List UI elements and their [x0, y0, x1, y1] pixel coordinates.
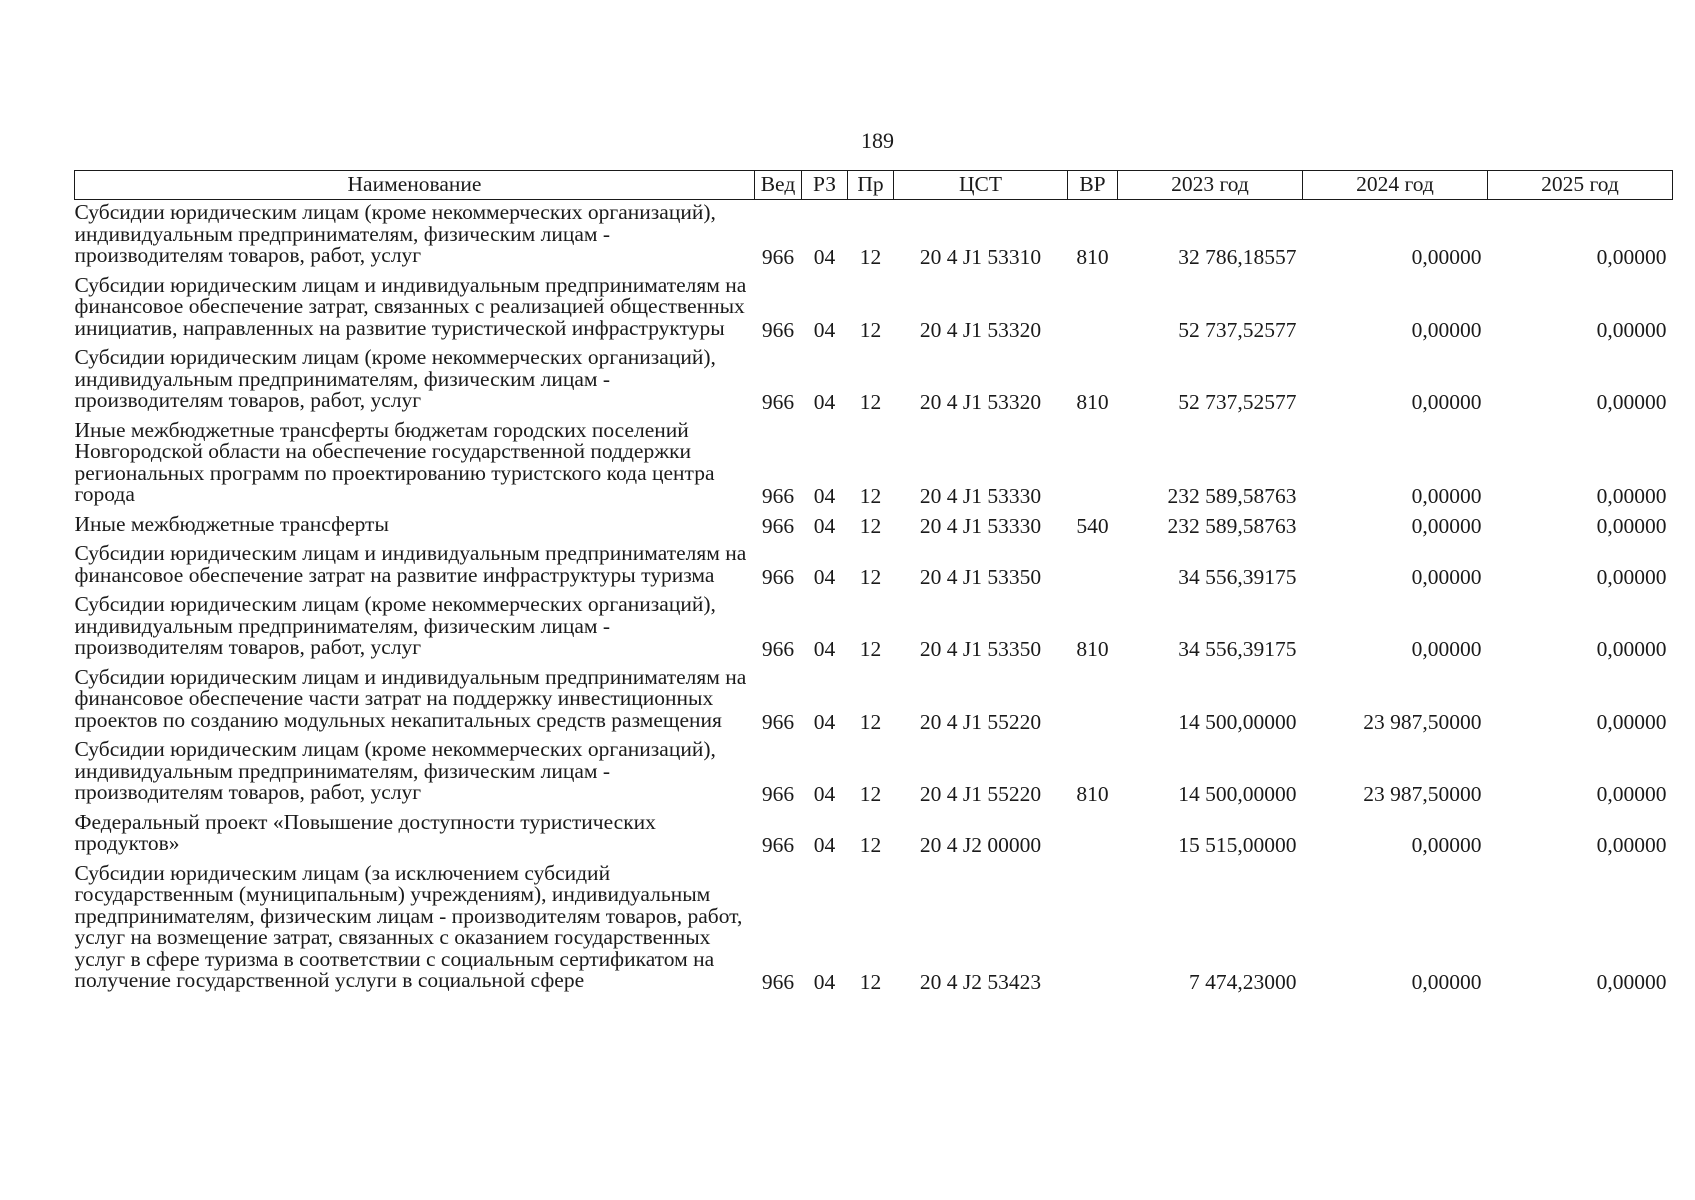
header-2025: 2025 год: [1488, 171, 1673, 200]
cell-vr: 810: [1076, 390, 1109, 414]
cell-2024: 0,00000: [1411, 564, 1482, 589]
header-vr: ВР: [1068, 171, 1118, 200]
cell-cst: 20 4 J1 53350: [919, 564, 1042, 589]
cell-rz: 04: [813, 970, 836, 994]
cell-pr: 12: [859, 637, 882, 661]
cell-vr: [1068, 810, 1118, 861]
cell-2024: 0,00000: [1411, 833, 1482, 857]
cell-rz: 04: [813, 484, 836, 508]
header-2024: 2024 год: [1303, 171, 1488, 200]
cell-2023: 52 737,52577: [1178, 317, 1297, 342]
cell-cst: 20 4 J1 53350: [919, 637, 1042, 661]
cell-cst: 20 4 J1 53310: [919, 245, 1042, 269]
table-row: [75, 861, 1673, 998]
cell-cst: 20 4 J2 53423: [919, 970, 1042, 994]
cell-2023: 32 786,18557: [1178, 245, 1297, 269]
cell-cst: 20 4 J1 53320: [919, 317, 1042, 342]
table-row: [75, 512, 1673, 542]
table-row: [75, 665, 1673, 738]
cell-2024: 23 987,50000: [1363, 782, 1482, 806]
cell-2024: 0,00000: [1411, 970, 1482, 994]
cell-2024: 0,00000: [1411, 484, 1482, 508]
cell-2024: 23 987,50000: [1363, 709, 1482, 734]
cell-pr: 12: [859, 484, 882, 508]
cell-pr: 12: [859, 513, 882, 538]
cell-vr: 810: [1076, 782, 1109, 806]
cell-ved: 966: [761, 513, 795, 538]
cell-ved: 966: [761, 709, 795, 734]
cell-name: Субсидии юридическим лицам и индивидуальным предпринимателям на финансовое обеспечение части затрат на поддержку инвестиционных проектов по созданию модульных некапитальных средств размещения: [74, 664, 747, 732]
cell-2024: 0,00000: [1411, 513, 1482, 538]
cell-name: Иные межбюджетные трансферты бюджетам городских поселений Новгородской области на обеспечение государственной поддержки региональных программ по проектированию туристского кода центра города: [74, 417, 715, 506]
page-number: 189: [861, 128, 894, 153]
cell-ved: 966: [761, 782, 795, 806]
cell-pr: 12: [859, 782, 882, 806]
cell-name: Субсидии юридическим лицам (кроме некоммерческих организаций), индивидуальным предпринимателям, физическим лицам - производителям товаров, работ, услуг: [74, 200, 716, 267]
table-row: [75, 541, 1673, 592]
cell-vr: [1068, 418, 1118, 512]
cell-rz: 04: [813, 390, 836, 414]
table-row: [75, 345, 1673, 418]
cell-2025: 0,00000: [1596, 833, 1667, 857]
cell-cst: 20 4 J1 53320: [919, 390, 1042, 414]
cell-cst: 20 4 J1 53330: [919, 513, 1042, 538]
cell-rz: 04: [813, 833, 836, 857]
cell-rz: 04: [813, 782, 836, 806]
cell-rz: 04: [813, 564, 836, 589]
cell-rz: 04: [813, 637, 836, 661]
cell-cst: 20 4 J1 55220: [919, 709, 1042, 734]
cell-rz: 04: [813, 513, 836, 538]
cell-pr: 12: [859, 390, 882, 414]
cell-pr: 12: [859, 709, 882, 734]
cell-2023: 232 589,58763: [1167, 484, 1297, 508]
cell-vr: 540: [1076, 513, 1109, 538]
cell-name: Субсидии юридическим лицам (кроме некоммерческих организаций), индивидуальным предпринимателям, физическим лицам - производителям товаров, работ, услуг: [74, 592, 716, 659]
cell-rz: 04: [813, 245, 836, 269]
cell-vr: [1068, 273, 1118, 346]
cell-2023: 7 474,23000: [1189, 970, 1297, 994]
cell-2025: 0,00000: [1596, 245, 1667, 269]
cell-2025: 0,00000: [1596, 709, 1667, 734]
header-ved: Вед: [755, 171, 802, 200]
cell-2023: 14 500,00000: [1178, 709, 1297, 734]
cell-ved: 966: [761, 637, 795, 661]
cell-name: Субсидии юридическим лицам (за исключением субсидий государственным (муниципальным) учреждениям), индивидуальным предпринимателям, физическим лицам - производителям товаров, работ, услуг на возмещение затрат, связанных с оказанием государственных услуг в сфере туризма в соответствии с социальным сертификатом на получение государственной услуги в социальной сфере: [74, 860, 743, 992]
cell-rz: 04: [813, 317, 836, 342]
cell-ved: 966: [761, 245, 795, 269]
cell-2024: 0,00000: [1411, 637, 1482, 661]
table-row: [75, 810, 1673, 861]
cell-cst: 20 4 J2 00000: [919, 833, 1042, 857]
cell-name: Субсидии юридическим лицам и индивидуальным предпринимателям на финансовое обеспечение затрат, связанных с реализацией общественных инициатив, направленных на развитие туристической инфраструктуры: [74, 272, 747, 340]
header-rz: РЗ: [802, 171, 848, 200]
cell-name: Федеральный проект «Повышение доступности туристических продуктов»: [74, 809, 656, 855]
header-cst: ЦСТ: [894, 171, 1068, 200]
cell-ved: 966: [761, 833, 795, 857]
cell-2025: 0,00000: [1596, 970, 1667, 994]
header-2023: 2023 год: [1118, 171, 1303, 200]
cell-ved: 966: [761, 390, 795, 414]
table-body: [75, 200, 1673, 998]
table-row: [75, 418, 1673, 512]
cell-2024: 0,00000: [1411, 245, 1482, 269]
cell-pr: 12: [859, 317, 882, 342]
cell-vr: 810: [1076, 245, 1109, 269]
cell-vr: 810: [1076, 637, 1109, 661]
cell-2023: 34 556,39175: [1178, 637, 1297, 661]
cell-2025: 0,00000: [1596, 513, 1667, 538]
cell-ved: 966: [761, 564, 795, 589]
cell-pr: 12: [859, 970, 882, 994]
cell-ved: 966: [761, 317, 795, 342]
cell-2023: 14 500,00000: [1178, 782, 1297, 806]
table-row: [75, 737, 1673, 810]
cell-name: Субсидии юридическим лицам (кроме некоммерческих организаций), индивидуальным предпринимателям, физическим лицам - производителям товаров, работ, услуг: [74, 737, 716, 804]
cell-pr: 12: [859, 833, 882, 857]
cell-pr: 12: [859, 564, 882, 589]
cell-2025: 0,00000: [1596, 390, 1667, 414]
cell-vr: [1068, 861, 1118, 998]
cell-2024: 0,00000: [1411, 317, 1482, 342]
cell-vr: [1068, 665, 1118, 738]
table-row: [75, 200, 1673, 273]
table-header: [75, 171, 1673, 200]
cell-vr: [1068, 541, 1118, 592]
cell-2023: 52 737,52577: [1178, 390, 1297, 414]
cell-2025: 0,00000: [1596, 564, 1667, 589]
cell-2023: 34 556,39175: [1178, 564, 1297, 589]
cell-pr: 12: [859, 245, 882, 269]
cell-ved: 966: [761, 970, 795, 994]
cell-2025: 0,00000: [1596, 637, 1667, 661]
table-row: [75, 273, 1673, 346]
budget-table: [74, 170, 1673, 998]
cell-2025: 0,00000: [1596, 317, 1667, 342]
header-pr: Пр: [848, 171, 894, 200]
cell-name: Иные межбюджетные трансферты: [74, 511, 389, 536]
cell-2025: 0,00000: [1596, 782, 1667, 806]
cell-cst: 20 4 J1 55220: [919, 782, 1042, 806]
cell-rz: 04: [813, 709, 836, 734]
cell-2025: 0,00000: [1596, 484, 1667, 508]
header-name: Наименование: [75, 171, 755, 200]
cell-ved: 966: [761, 484, 795, 508]
cell-2023: 15 515,00000: [1178, 833, 1297, 857]
cell-name: Субсидии юридическим лицам (кроме некоммерческих организаций), индивидуальным предпринимателям, физическим лицам - производителям товаров, работ, услуг: [74, 345, 716, 412]
cell-2024: 0,00000: [1411, 390, 1482, 414]
cell-2023: 232 589,58763: [1167, 513, 1297, 538]
cell-name: Субсидии юридическим лицам и индивидуальным предпринимателям на финансовое обеспечение затрат на развитие инфраструктуры туризма: [74, 541, 747, 587]
table-row: [75, 592, 1673, 665]
cell-cst: 20 4 J1 53330: [919, 484, 1042, 508]
